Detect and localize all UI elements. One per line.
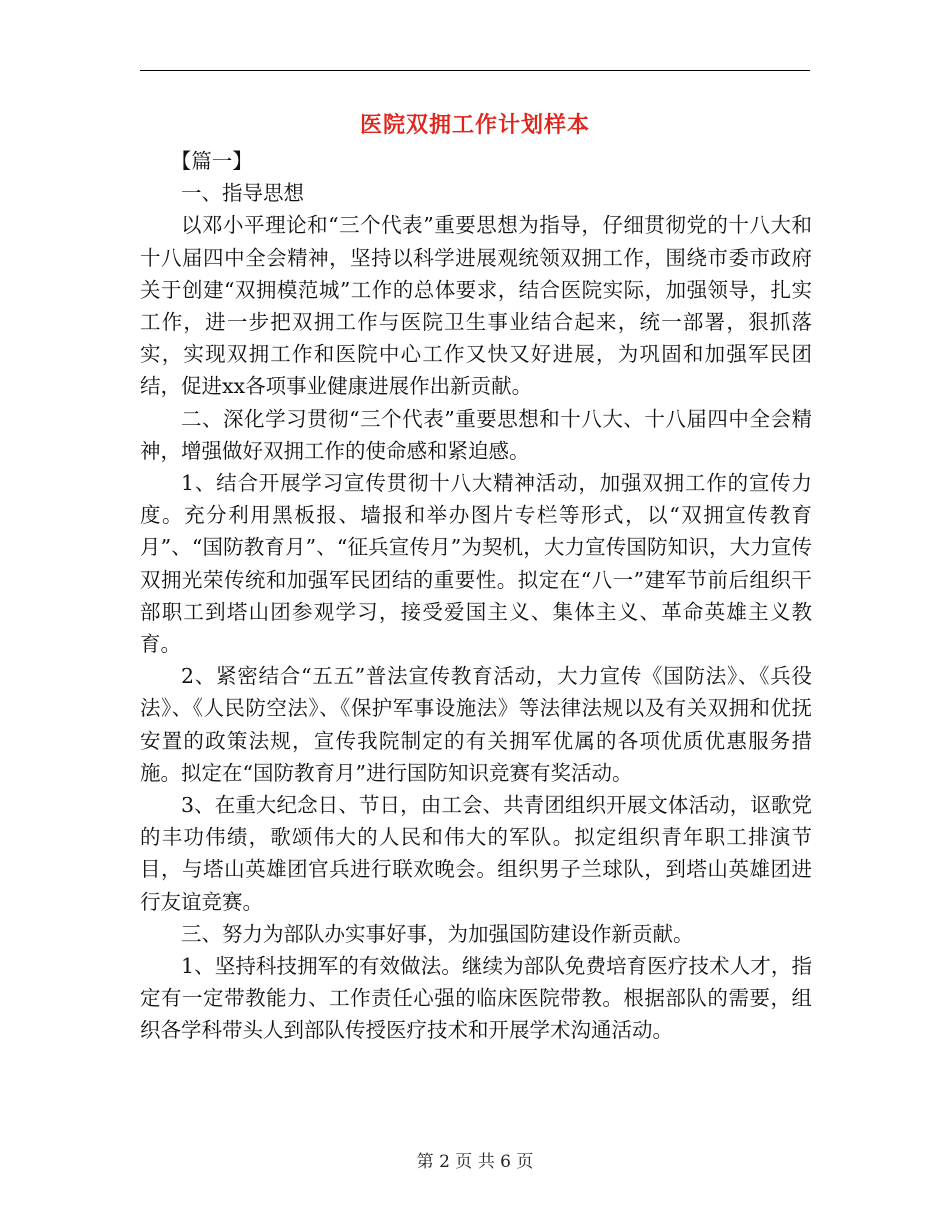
page-number-footer: 第 2 页 共 6 页 <box>416 1152 534 1172</box>
paragraph-guiding-ideology: 以邓小平理论和“三个代表”重要思想为指导，仔细贯彻党的十八大和十八届四中全会精神，坚持以科学进展观统领双拥工作，围绕市委市政府关于创建“双拥模范城”工作的总体要求，结合医院实际，加强领导，扎实工作，进一步把双拥工作与医院卫生事业结合起来，统一部署，狠抓落实，实现双拥工作和医院中心工作又快又好进展，为巩固和加强军民团结，促进xx各项事业健康进展作出新贡献。 <box>140 213 812 399</box>
document-body <box>140 145 812 1047</box>
section-heading-support-army: 三、努力为部队办实事好事，为加强国防建设作新贡献。 <box>181 921 694 946</box>
paragraph-item-3: 3、在重大纪念日、节日，由工会、共青团组织开展文体活动，讴歌党的丰功伟绩，歌颂伟大的人民和伟大的军队。拟定组织青年职工排演节目，与塔山英雄团官兵进行联欢晚会。组织男子兰球队，到塔山英雄团进行友谊竞赛。 <box>140 793 812 914</box>
paragraph-item-2: 2、紧密结合“五五”普法宣传教育活动，大力宣传《国防法》、《兵役法》、《人民防空法》、《保护军事设施法》等法律法规以及有关双拥和优抚安置的政策法规，宣传我院制定的有关拥军优属的各项优质优惠服务措施。拟定在“国防教育月”进行国防知识竞赛有奖活动。 <box>140 664 812 785</box>
paragraph-item-1: 1、结合开展学习宣传贯彻十八大精神活动，加强双拥工作的宣传力度。充分利用黑板报、墙报和举办图片专栏等形式，以“双拥宣传教育月”、“国防教育月”、“征兵宣传月”为契机，大力宣传国防知识，大力宣传双拥光荣传统和加强军民团结的重要性。拟定在“八一”建军节前后组织干部职工到塔山团参观学习，接受爱国主义、集体主义、革命英雄主义教育。 <box>140 471 812 657</box>
header-rule <box>140 70 810 71</box>
paragraph-support-item-1: 1、坚持科技拥军的有效做法。继续为部队免费培育医疗技术人才，指定有一定带教能力、工作责任心强的临床医院带教。根据部队的需要，组织各学科带头人到部队传授医疗技术和开展学术沟通活动。 <box>140 954 812 1043</box>
section-heading-part-one: 【篇一】 <box>170 149 253 173</box>
document-title: 医院双拥工作计划样本 <box>359 112 590 138</box>
section-heading-guiding-ideology: 一、指导思想 <box>181 181 304 206</box>
section-heading-study: 二、深化学习贯彻“三个代表”重要思想和十八大、十八届四中全会精神，增强做好双拥工作的使命感和紧迫感。 <box>140 406 812 463</box>
